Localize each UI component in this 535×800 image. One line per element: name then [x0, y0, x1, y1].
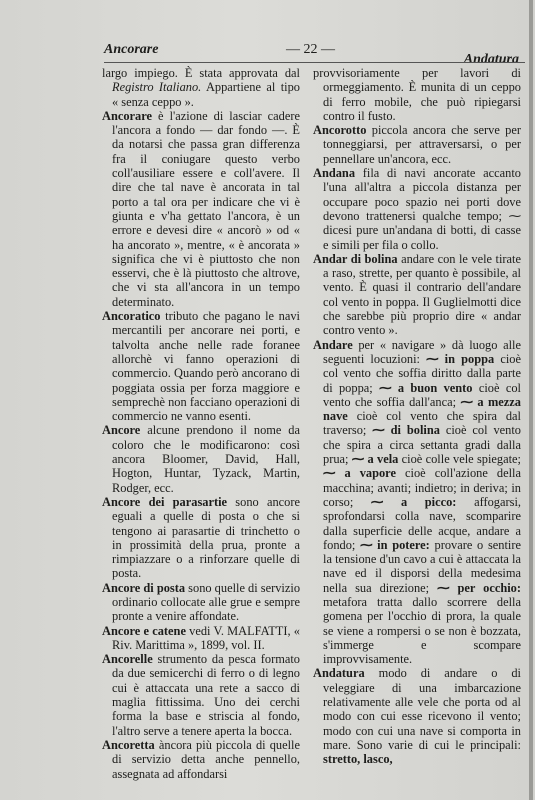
page-number: — 22 —	[286, 42, 335, 57]
running-head-left: Ancorare	[104, 42, 159, 57]
entry-ancorotto: Ancorotto piccola ancora che serve per tonneggiarsi, per attraversarsi, o per pennellare un'ancora, ecc.	[313, 123, 521, 166]
right-column	[313, 66, 521, 767]
left-column	[102, 66, 300, 781]
entry-ancore-posta: Ancore di posta sono quelle di servizio ordinario collocate alle grue e sempre pronte a venire affondate.	[102, 580, 301, 624]
entry-andar-di-bolina: Andar di bolina andare con le vele tirate a raso, strette, per quanto è possibile, al vento. È quasi il contrario dell'andare col vento in poppa. Il Guglielmotti dice che sarebbe più proprio dire « andar contro vento ».	[313, 251, 521, 338]
entry-ancore-parasartie: Ancore dei parasartie sono ancore eguali a quelle di posta o che si tengono ai parasartie di trinchetto o in prossimità della prua, pronte a rimpiazzare o a rinforzare quelle di posta.	[102, 494, 300, 581]
entry-ancorelle: Ancorelle strumento da pesca formato da due semicerchi di ferro o di legno cui è attaccata una rete a sacco di maglia fittissima. Uno dei cerchi forma la base e striscia al fondo, l'altro serve a tenere aperta la bocca.	[102, 652, 300, 738]
entry-andatura: Andatura modo di andare o di veleggiare di una imbarcazione relativamente alle vele che porta od al modo con cui esse ricevono il vento; modo con cui una nave si comporta in mare. Sono varie di cui le principali: stretto, lasco,	[313, 666, 521, 767]
page-header	[104, 42, 519, 67]
entry-ancoratico: Ancoratico tributo che pagano le navi mercantili per ancorare nei porti, e talvolta anche nelle rade foranee allorchè vi fanno operazioni di commercio. Quando però ancorano di poggiata ossia per forza maggiore e semprechè non facciano operazioni di commercio ne vanno esenti.	[102, 309, 300, 424]
entry-ancore-catene: Ancore e catene vedi V. MALFATTI, « Riv. Marittima », 1899, vol. II.	[102, 623, 300, 652]
entry-ancorare: Ancorare è l'azione di lasciar cadere l'ancora a fondo — dar fondo —. È da notarsi che passa gran differenza fra il coniugare questo verbo coll'ausiliare essere e coll'avere. Il dire che tal nave è ancorata in tal porto a tal ora per indicare che vi è giunta e v'ha gettato l'ancora, è un errore e devesi dire « ancorò » od « ha ancorato », mentre, « è ancorata » significa che vi è piuttosto che non esservi, che è là piuttosto che altrove, che vi sta all'ancora in un tempo determinato.	[102, 108, 300, 309]
entry-ancoretta: Ancoretta àncora più piccola di quelle di servizio detta anche pennello, assegnata ad affondarsi	[102, 737, 300, 781]
header-rule	[104, 62, 525, 63]
running-head-right: Andatura	[463, 52, 519, 67]
entry-continuation-right: provvisoriamente per lavori di ormeggiamento. È munita di un ceppo di ferro mobile, che può ripiegarsi contro il fusto.	[313, 66, 521, 123]
entry-ancore: Ancore alcune prendono il nome da coloro che le modificarono: così ancora Bloomer, David, Hall, Hogton, Huntar, Tyzack, Martin, Rodger, ecc.	[102, 423, 300, 495]
entry-andare: Andare per « navigare » dà luogo alle seguenti locuzioni: ⁓ in poppa cioè col vento che soffia diritto dalla parte di poppa; ⁓ a buon vento cioè col vento che soffia dall'anca; ⁓ a mezza nave cioè col vento che spira dal traverso; ⁓ di bolina cioè col vento che spira a circa settanta gradi dalla prua; ⁓ a vela cioè colle vele spiegate; ⁓ a vapore cioè coll'azione della macchina; avanti; indietro; in deriva; in corso; ⁓ a picco: affogarsi, sprofondarsi colla nave, scomparire dalla superficie delle acque, andare a fondo; ⁓ in potere: provare o sentire la tensione d'un cavo a cui è attaccata la nave ed il disporsi della medesima nella sua direzione; ⁓ per occhio: metafora tratta dallo scorrere della gomena per l'occhio di prora, la quale se viene a rompersi o se non è bozzata, s'immerge e scompare improvvisamente.	[313, 337, 521, 667]
entry-continuation: largo impiego. È stata approvata dal Registro Italiano. Appartiene al tipo « senza ceppo ».	[102, 66, 300, 109]
page-edge	[529, 0, 533, 800]
entry-andana: Andana fila di navi ancorate accanto l'una all'altra a piccola distanza per occupare poco spazio nei porti dove devono trattenersi qualche tempo; ⁓ dicesi pure un'andana di botti, di casse e simili per fila o collo.	[313, 166, 521, 252]
